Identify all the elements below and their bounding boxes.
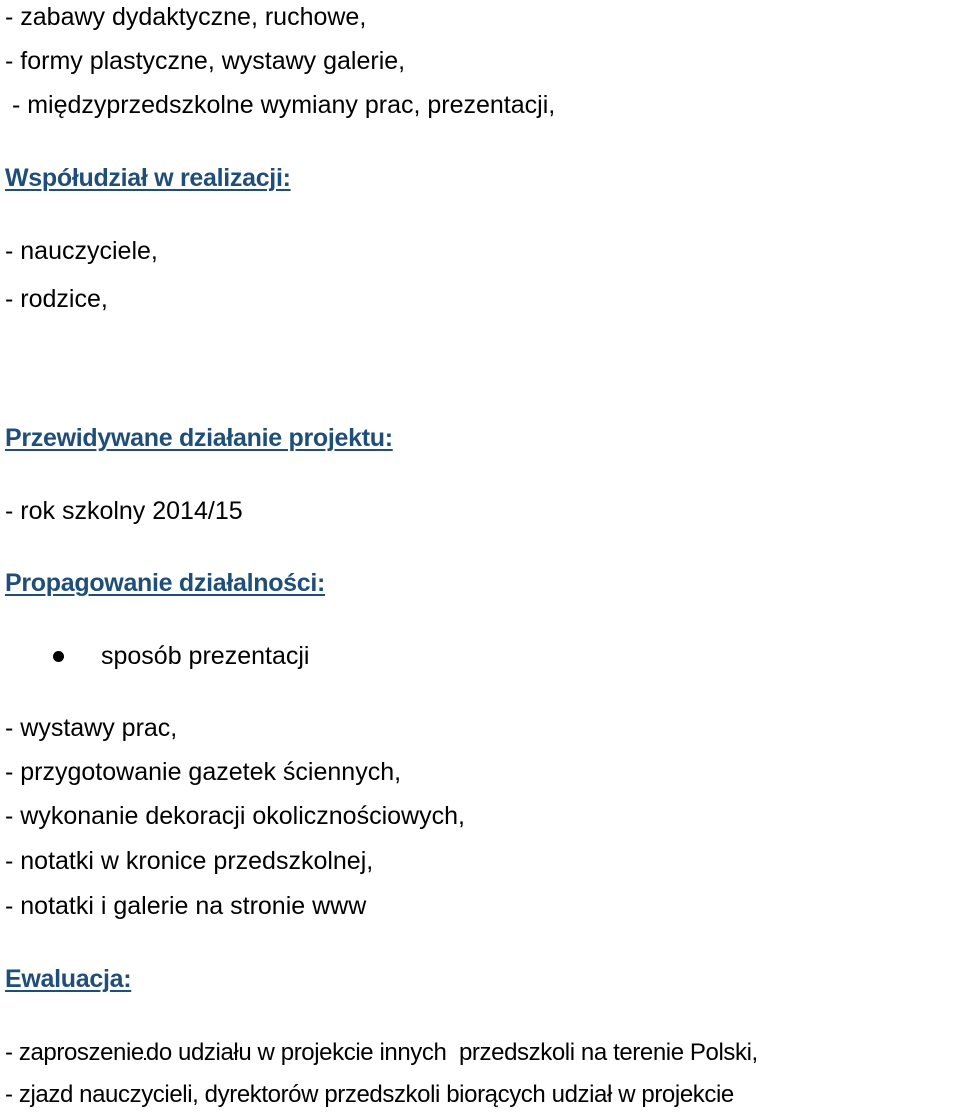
section-heading-promotion: Propagowanie działalności: [5, 569, 326, 597]
list-item: - wykonanie dekoracji okolicznościowych, [5, 802, 465, 830]
list-item: - przygotowanie gazetek ściennych, [5, 758, 402, 786]
list-item: - wystawy prac, [5, 714, 178, 742]
list-item: - rok szkolny 2014/15 [5, 497, 243, 525]
list-item: - międzyprzedszkolne wymiany prac, prezentacji, [5, 91, 556, 119]
list-item: - zjazd nauczycieli, dyrektorów przedszkoli biorących udział w projekcie [5, 1081, 734, 1108]
section-heading-evaluation: Ewaluacja: [5, 965, 132, 993]
bullet-item-label: sposób prezentacji [101, 642, 310, 670]
section-heading-collaboration: Współudział w realizacji: [5, 164, 291, 192]
bullet-dot-icon [53, 651, 64, 662]
list-item: - notatki w kronice przedszkolnej, [5, 847, 374, 875]
list-item: - formy plastyczne, wystawy galerie, [5, 47, 406, 75]
list-item: - rodzice, [5, 285, 108, 313]
section-heading-duration: Przewidywane działanie projektu: [5, 424, 393, 452]
list-item-part: - zaproszenie [5, 1039, 144, 1066]
list-item: - nauczyciele, [5, 237, 158, 265]
list-item [5, 1036, 758, 1068]
list-item: - notatki i galerie na stronie www [5, 892, 367, 920]
list-item-part: do udziału w projekcie innych przedszkoli na terenie Polski, [145, 1039, 758, 1066]
list-item: - zabawy dydaktyczne, ruchowe, [5, 3, 367, 31]
bullet-item [53, 641, 309, 671]
